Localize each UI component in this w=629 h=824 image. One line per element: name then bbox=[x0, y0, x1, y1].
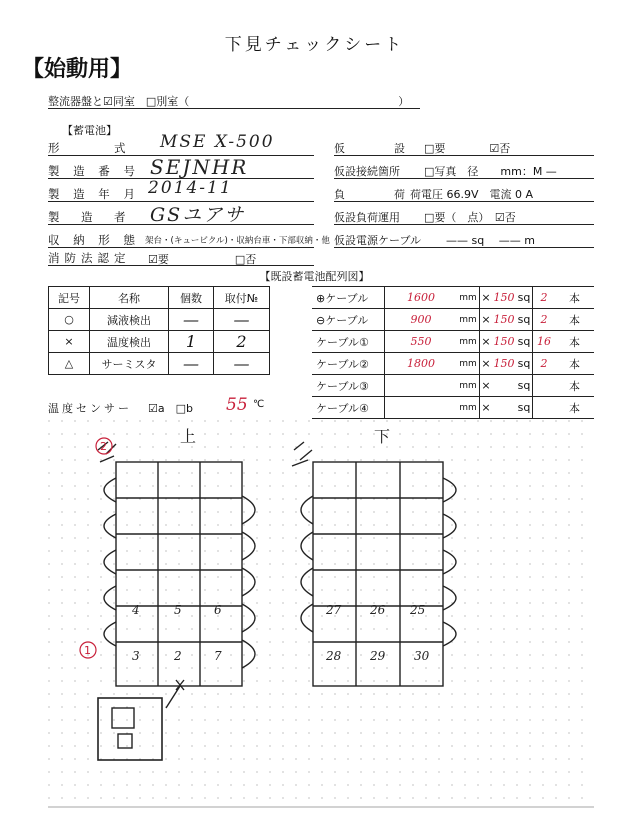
table-cell: — bbox=[169, 353, 214, 375]
unit-sq: sq bbox=[516, 353, 533, 375]
cable-label: ケーブル④ bbox=[312, 397, 385, 419]
unit-sq: sq bbox=[516, 375, 533, 397]
dotted-grid bbox=[48, 420, 594, 808]
unit-x: × bbox=[480, 287, 493, 309]
cable-count: 16 bbox=[533, 331, 556, 353]
cable-length: 1600 bbox=[385, 287, 458, 309]
cable-size: 150 bbox=[492, 353, 516, 375]
field-label: 負 荷 bbox=[334, 188, 409, 201]
field-label: 仮 設 bbox=[334, 142, 409, 155]
cell-number: 29 bbox=[370, 649, 386, 663]
cable-size: 150 bbox=[492, 331, 516, 353]
arrangement-diagram bbox=[48, 420, 594, 808]
cable-label: ケーブル③ bbox=[312, 375, 385, 397]
field-options: □要 ☑否 bbox=[424, 142, 511, 155]
unit-hon: 本 bbox=[555, 331, 594, 353]
temp-sensor-label: 温度センサー bbox=[48, 402, 132, 415]
temp-sensor-options: ☑a □b bbox=[148, 402, 193, 415]
sheet-heading: 【始動用】 bbox=[22, 57, 133, 82]
table-row bbox=[312, 331, 594, 353]
table-cell: ○ bbox=[49, 309, 90, 331]
cable-label: ⊖ケーブル bbox=[312, 309, 385, 331]
table-row bbox=[312, 397, 594, 419]
cable-size: 150 bbox=[492, 309, 516, 331]
unit-hon: 本 bbox=[555, 375, 594, 397]
field-value-date: 2014-11 bbox=[148, 178, 233, 198]
cable-count bbox=[533, 397, 556, 419]
cell-number: 5 bbox=[174, 603, 182, 617]
storage-options: 架台・(キュービクル)・収納台車・下部収納・他 bbox=[145, 236, 330, 246]
cell-number: 2 bbox=[174, 649, 182, 663]
cable-count: 2 bbox=[533, 353, 556, 375]
unit-sq: sq bbox=[516, 397, 533, 419]
unit-mm: mm bbox=[457, 353, 480, 375]
cable-count: 2 bbox=[533, 287, 556, 309]
table-cell: — bbox=[169, 309, 214, 331]
cell-number: 26 bbox=[370, 603, 386, 617]
table-cell: — bbox=[214, 309, 270, 331]
cell-number: 27 bbox=[326, 603, 342, 617]
unit-x: × bbox=[480, 353, 493, 375]
unit-mm: mm bbox=[457, 375, 480, 397]
cable-count bbox=[533, 375, 556, 397]
field-value-model: MSE X-500 bbox=[160, 132, 275, 152]
cable-length bbox=[385, 375, 458, 397]
cell-number: 30 bbox=[414, 649, 430, 663]
unit-mm: mm bbox=[457, 309, 480, 331]
cable-size bbox=[492, 375, 516, 397]
unit-hon: 本 bbox=[555, 287, 594, 309]
table-header: 記号 bbox=[49, 287, 90, 309]
table-cell: 1 bbox=[169, 331, 214, 353]
table-header: 個数 bbox=[169, 287, 214, 309]
field-options: □写真 径 mm：M — bbox=[424, 165, 557, 178]
unit-x: × bbox=[480, 375, 493, 397]
table-cell: サーミスタ bbox=[90, 353, 169, 375]
marker-bottom: 1 bbox=[84, 644, 91, 657]
unit-sq: sq bbox=[516, 309, 533, 331]
field-label: 製 造 番 号 bbox=[48, 164, 140, 178]
unit-sq: sq bbox=[516, 287, 533, 309]
unit-mm: mm bbox=[457, 287, 480, 309]
unit-x: × bbox=[480, 397, 493, 419]
cable-size: 150 bbox=[492, 287, 516, 309]
unit-hon: 本 bbox=[555, 397, 594, 419]
cell-number: 3 bbox=[132, 649, 140, 663]
cable-table bbox=[312, 286, 594, 419]
cell-number: 25 bbox=[410, 603, 426, 617]
table-row bbox=[312, 353, 594, 375]
table-cell: 温度検出 bbox=[90, 331, 169, 353]
field-label: 形 式 bbox=[48, 141, 131, 155]
field-label: 消防法認定 bbox=[48, 251, 131, 265]
field-label: 製 造 者 bbox=[48, 210, 131, 224]
unit-mm: mm bbox=[457, 397, 480, 419]
table-cell: — bbox=[214, 353, 270, 375]
cable-count: 2 bbox=[533, 309, 556, 331]
table-header: 取付№ bbox=[214, 287, 270, 309]
table-row bbox=[49, 353, 270, 375]
battery-section-title: 【蓄電池】 bbox=[62, 124, 117, 137]
table-row bbox=[49, 309, 270, 331]
sensor-table bbox=[48, 286, 270, 375]
temp-sensor-unit: ℃ bbox=[253, 399, 265, 410]
cable-label: ケーブル① bbox=[312, 331, 385, 353]
field-label: 仮設負荷運用 bbox=[334, 211, 400, 224]
page-title: 下見チェックシート bbox=[224, 35, 405, 55]
cable-size bbox=[492, 397, 516, 419]
cable-label: ⊕ケーブル bbox=[312, 287, 385, 309]
cable-label: ケーブル② bbox=[312, 353, 385, 375]
field-value-maker: GSユアサ bbox=[150, 204, 246, 226]
table-cell: 2 bbox=[214, 331, 270, 353]
field-options: —— sq —— m bbox=[446, 234, 535, 247]
field-label: 製 造 年 月 bbox=[48, 187, 140, 201]
field-label: 収 納 形 態 bbox=[48, 233, 140, 247]
fire-options: ☑要 □否 bbox=[148, 253, 257, 266]
table-row bbox=[312, 375, 594, 397]
unit-x: × bbox=[480, 309, 493, 331]
unit-hon: 本 bbox=[555, 309, 594, 331]
unit-x: × bbox=[480, 331, 493, 353]
table-row bbox=[312, 287, 594, 309]
cable-length: 550 bbox=[385, 331, 458, 353]
field-value-serial: SEJNHR bbox=[150, 155, 249, 179]
field-options: □要（ 点） ☑否 bbox=[424, 211, 516, 224]
location-line: 整流器盤と☑同室 □別室（ ） bbox=[48, 95, 410, 108]
field-label: 仮設接続箇所 bbox=[334, 165, 400, 178]
table-row bbox=[49, 331, 270, 353]
table-row bbox=[312, 309, 594, 331]
cable-length: 900 bbox=[385, 309, 458, 331]
unit-hon: 本 bbox=[555, 353, 594, 375]
cell-number: 28 bbox=[326, 649, 342, 663]
cell-number: 6 bbox=[214, 603, 222, 617]
marker-top: 2 bbox=[100, 440, 107, 453]
table-header: 名称 bbox=[90, 287, 169, 309]
cell-number: 7 bbox=[214, 649, 222, 663]
field-label: 仮設電源ケーブル bbox=[334, 234, 422, 247]
diagram-label-top: 上 bbox=[180, 427, 197, 446]
unit-sq: sq bbox=[516, 331, 533, 353]
unit-mm: mm bbox=[457, 331, 480, 353]
table-cell: × bbox=[49, 331, 90, 353]
field-options: 荷電圧 66.9V 電流 0 A bbox=[410, 188, 534, 201]
cell-number: 4 bbox=[132, 603, 140, 617]
temp-sensor-value: 55 bbox=[226, 395, 248, 415]
arrangement-title: 【既設蓄電池配列図】 bbox=[259, 270, 370, 283]
table-cell: 減液検出 bbox=[90, 309, 169, 331]
cable-length bbox=[385, 397, 458, 419]
diagram-label-bottom: 下 bbox=[374, 427, 391, 446]
table-cell: △ bbox=[49, 353, 90, 375]
cable-length: 1800 bbox=[385, 353, 458, 375]
